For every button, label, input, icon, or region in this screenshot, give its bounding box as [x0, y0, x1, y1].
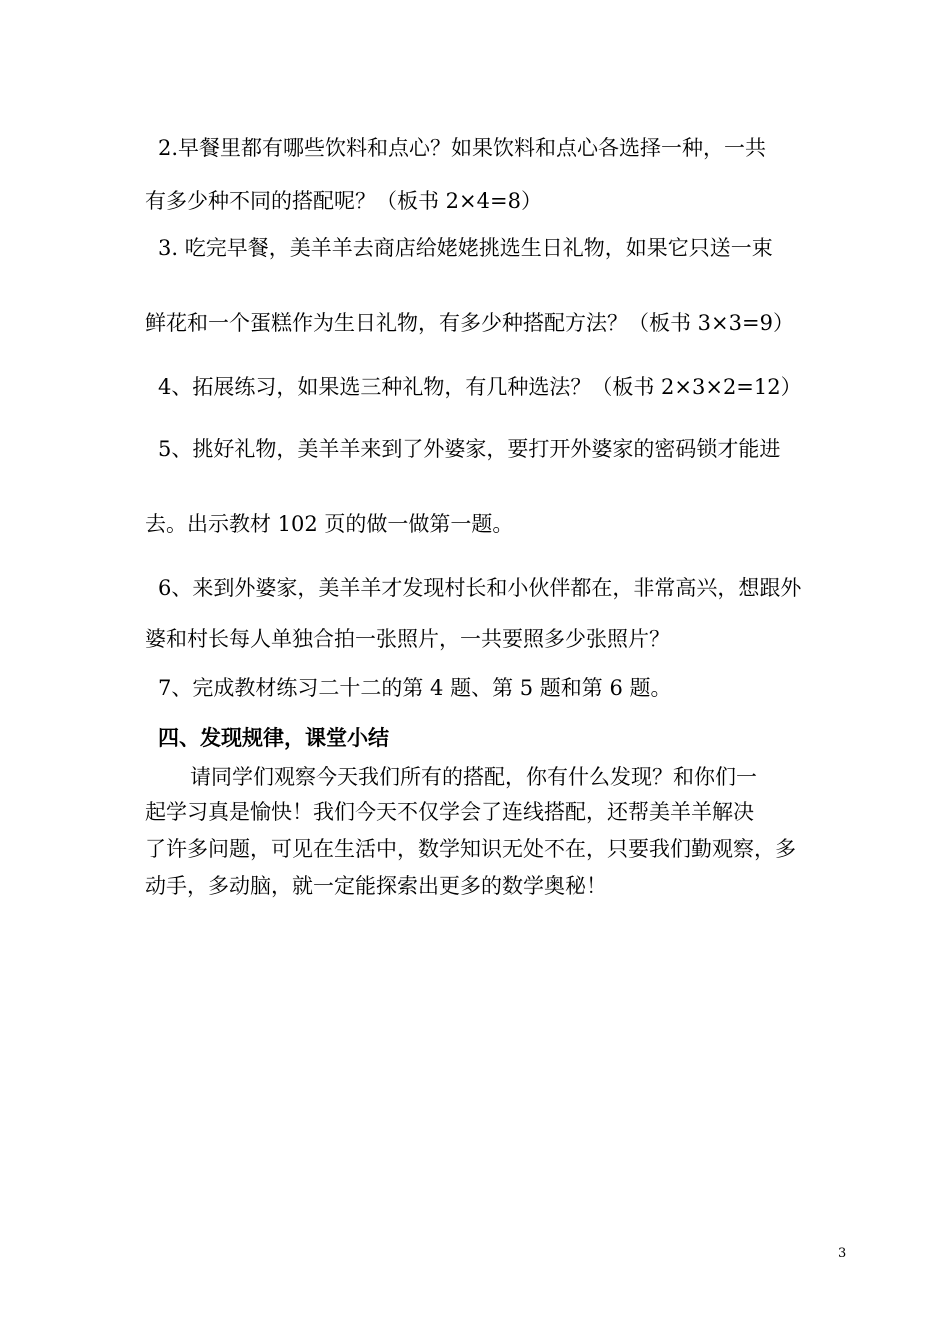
item-6-line-1: 6、来到外婆家，美羊羊才发现村长和小伙伴都在，非常高兴，想跟外: [158, 576, 802, 600]
item-4-line-1: 4、拓展练习，如果选三种礼物，有几种选法？（板书 2×3×2=12）: [158, 375, 802, 399]
item-2-line-2: 有多少种不同的搭配呢？（板书 2×4=8）: [145, 189, 542, 213]
item-6-line-2: 婆和村长每人单独合拍一张照片，一共要照多少张照片？: [145, 627, 670, 651]
page-number: 3: [838, 1246, 847, 1261]
item-7-line-1: 7、完成教材练习二十二的第 4 题、第 5 题和第 6 题。: [158, 676, 672, 700]
item-3-line-1: 3. 吃完早餐，美羊羊去商店给姥姥挑选生日礼物，如果它只送一束: [158, 236, 773, 260]
item-3-line-2: 鲜花和一个蛋糕作为生日礼物，有多少种搭配方法？（板书 3×3=9）: [145, 311, 794, 335]
item-5-line-2: 去。出示教材 102 页的做一做第一题。: [145, 512, 514, 536]
item-2-line-1: 2.早餐里都有哪些饮料和点心？如果饮料和点心各选择一种，一共: [158, 136, 767, 160]
section-4-heading: 四、发现规律，课堂小结: [158, 725, 389, 750]
section-4-paragraph-line-3: 了许多问题，可见在生活中，数学知识无处不在，只要我们勤观察，多: [145, 837, 796, 861]
item-5-line-1: 5、挑好礼物，美羊羊来到了外婆家，要打开外婆家的密码锁才能进: [158, 437, 781, 461]
section-4-paragraph-line-1: 请同学们观察今天我们所有的搭配，你有什么发现？和你们一: [190, 765, 757, 789]
section-4-paragraph-line-4: 动手，多动脑，就一定能探索出更多的数学奥秘！: [145, 874, 607, 898]
section-4-paragraph-line-2: 起学习真是愉快！我们今天不仅学会了连线搭配，还帮美羊羊解决: [145, 800, 754, 824]
